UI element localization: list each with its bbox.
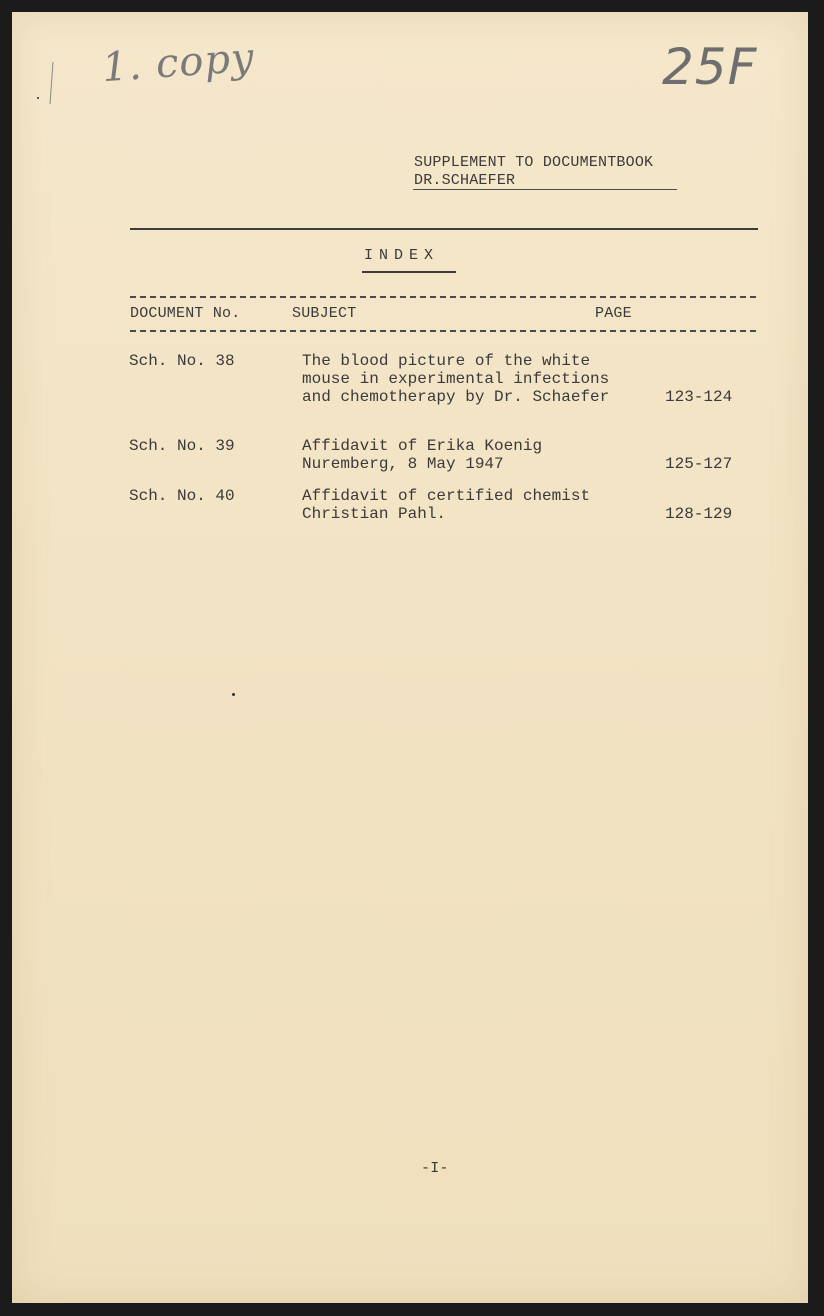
header-subtitle: DR.SCHAEFER: [414, 172, 516, 189]
entry-page-range: 123-124: [665, 388, 733, 406]
entry-subject-line: Christian Pahl.: [302, 505, 447, 523]
entry-subject-line: Nuremberg, 8 May 1947: [302, 455, 504, 473]
pencil-annotation-copy: 1. copy: [100, 34, 256, 92]
entry-subject-line: Affidavit of certified chemist: [302, 487, 591, 505]
entry-subject-line: The blood picture of the white: [302, 352, 591, 370]
ink-speck: [232, 693, 235, 696]
column-header-subject: SUBJECT: [292, 305, 357, 322]
index-underline: [362, 271, 456, 273]
entry-document-number: Sch. No. 38: [129, 352, 235, 370]
header-rule-top: [130, 296, 756, 298]
document-page: [12, 12, 808, 1303]
header-underline: [413, 189, 677, 190]
entry-document-number: Sch. No. 39: [129, 437, 235, 455]
entry-page-range: 125-127: [665, 455, 733, 473]
index-title: INDEX: [364, 247, 440, 264]
column-header-document: DOCUMENT No.: [130, 305, 241, 322]
entry-subject-line: mouse in experimental infections: [302, 370, 610, 388]
pencil-annotation-number: 25F: [662, 38, 758, 96]
header-title: SUPPLEMENT TO DOCUMENTBOOK: [414, 154, 654, 171]
page-number: -I-: [421, 1160, 449, 1177]
entry-page-range: 128-129: [665, 505, 733, 523]
entry-document-number: Sch. No. 40: [129, 487, 235, 505]
header-rule-bottom: [130, 330, 756, 332]
column-header-page: PAGE: [595, 305, 632, 322]
entry-subject-line: and chemotherapy by Dr. Schaefer: [302, 388, 610, 406]
top-rule: [130, 228, 758, 230]
ink-speck: [37, 97, 39, 99]
pencil-mark: [50, 62, 54, 104]
entry-subject-line: Affidavit of Erika Koenig: [302, 437, 543, 455]
